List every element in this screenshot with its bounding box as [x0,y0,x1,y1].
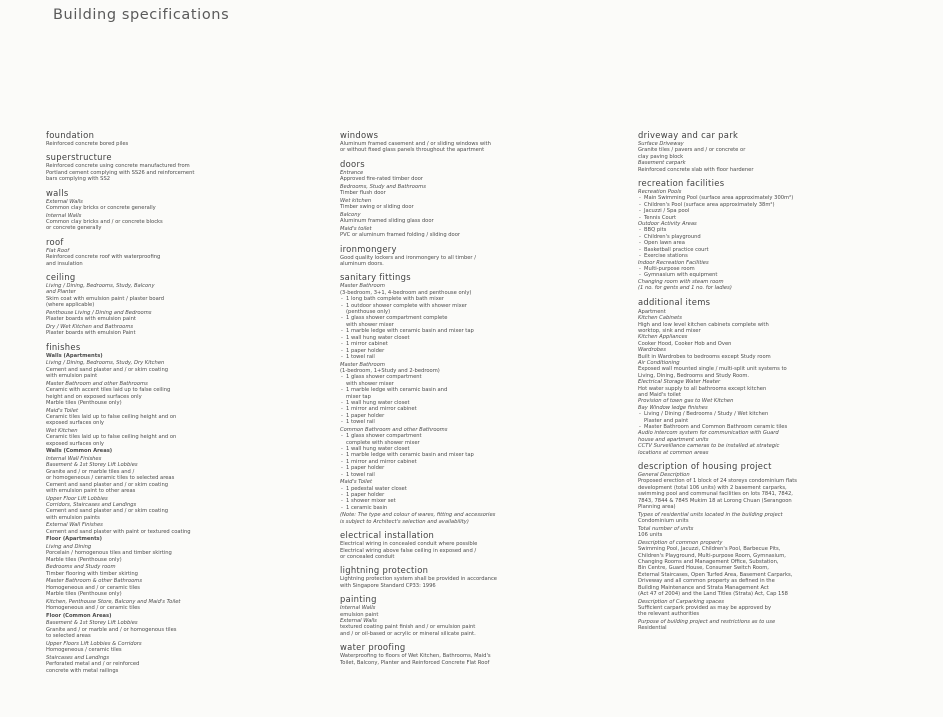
list-item: - Children's playground [638,234,923,240]
list-item: - 1 wall hung water closet [340,446,630,452]
section-electrical-installation [340,530,630,560]
list-item: - 1 glass shower compartment [340,433,630,439]
spec-line: Residential [638,625,667,632]
spec-line: Common clay bricks or concrete generally [46,205,156,212]
spec-line: exposed surfaces only [46,420,104,427]
spec-line: Plaster boards with emulsion paint [46,316,136,323]
spec-line: Approved fire-rated timber door [340,176,423,183]
list-item: - 1 paper holder [340,348,630,354]
spec-line: exposed surfaces only [46,440,104,447]
spec-line: mixer tap [346,393,371,400]
subheading: locations at common areas [638,449,709,456]
list-item: - 1 pedestal water closet [340,486,630,492]
subheading: (Note: The type and colour of wares, fitting and accessories [340,512,496,519]
spec-line: Swimming Pool, Jacuzzi, Children's Pool, Barbecue Pits, [638,546,781,553]
spec-line: Cement and sand plaster and / or skim coating [46,366,169,373]
spec-line: Electrical wiring above false ceiling in exposed and / [340,547,477,554]
subheading: is subject to Architect's selection and availability) [340,518,469,525]
spec-line: Living, Dining, Bedrooms and Study Room. [638,372,750,379]
spec-line: Waterproofing to floors of Wet Kitchen, Bathrooms, Maid's [340,653,491,660]
section-heading: water proofing [340,642,406,653]
subheading: Outdoor Activity Areas [638,221,697,228]
spec-line: High and low level kitchen cabinets complete with [638,321,769,328]
spec-line: bars complying with SS2 [46,176,111,183]
subheading: External Walls [46,198,83,205]
spec-line: Reinforced concrete roof with waterproofing [46,254,161,261]
section-foundation [46,130,326,147]
section-walls [46,188,326,232]
subheading: Wardrobes [638,347,666,354]
spec-line: Planning area) [638,504,676,511]
subheading: Bedrooms and Study room [46,564,116,571]
spec-line: Granite and / or marble tiles and / [46,468,135,475]
list-item: - Master Bathroom and Common Bathroom ceramic tiles [638,424,923,430]
spec-line: Cement and sand plaster with paint or textured coating [46,528,191,535]
list-item: - 1 marble ledge with ceramic basin and [340,387,630,393]
spec-line: Perforated metal and / or reinforced [46,661,140,668]
spec-line: Cement and sand plaster and / or skim coating [46,481,169,488]
spec-line: Built in Wardrobes to bedrooms except Study room [638,353,771,360]
list-item: - 1 towel rail [340,354,630,360]
spec-line: (1-bedroom, 1+Study and 2-bedroom) [340,367,440,374]
spec-line: Hot water supply to all bathrooms except kitchen [638,385,767,392]
subheading: Electrical Storage Water Heater [638,379,721,386]
spec-line: External Staircases, Open Turfed Area, Basement Carparks, [638,571,793,578]
spec-line: aluminum doors. [340,261,384,268]
spec-line: Cooker Hood, Cooker Hob and Oven [638,340,732,347]
subheading: Master Bathroom [340,283,385,290]
spec-line: worktop, sink and mixer [638,327,701,334]
subheading: Upper Floor Lift Lobbies [46,495,108,502]
section-heading: foundation [46,130,95,140]
spec-line: Building Maintenance and Strata Management Act [638,584,769,591]
spec-line: or homogeneous / ceramic tiles to selected areas [46,475,175,482]
section-heading: ironmongery [340,243,397,254]
section-heading: ceiling [46,272,76,283]
subheading: Provision of town gas to Wet Kitchen [638,398,734,405]
list-item: - Open lawn area [638,240,923,246]
subheading: General Description [638,472,690,479]
subheading: Surface Driveway [638,141,684,147]
subheading: Basement & 1st Storey Lift Lobbies [46,620,138,627]
subheading: Flat Roof [46,247,70,254]
spec-line: Changing Rooms and Management Office, Substation, [638,558,779,565]
list-item: - 1 mirror and mirror cabinet [340,459,630,465]
subheading: External Wall Finishes [46,522,103,529]
spec-line: development (total 106 units) with 2 basement carparks, [638,484,787,491]
spec-line: Common clay bricks and / or concrete blocks [46,219,163,226]
subheading: Living / Dining, Bedrooms, Study, Dry Kitchen [46,360,165,367]
list-item: - 1 marble ledge with ceramic basin and mixer tap [340,328,630,334]
spec-line: to selected areas [46,633,91,640]
spec-line: Aluminum framed sliding glass door [340,218,434,225]
subheading: Kitchen Cabinets [638,315,682,322]
spec-line: textured coating paint finish and / or emulsion paint [340,624,476,631]
subheading: Bedrooms, Study and Bathrooms [340,183,426,190]
subheading: Total number of units [638,525,694,532]
subheading: Internal Walls [340,605,376,612]
subheading: Wet kitchen [340,197,372,204]
section-painting [340,594,630,637]
section-heading: superstructure [46,152,112,163]
spec-line: Exposed wall mounted single / multi-split unit systems to [638,366,787,373]
spec-line: Driveway and all common property as defined in the [638,578,775,585]
subheading: Master Bathroom & other Bathrooms [46,578,143,585]
subheading: Types of residential units located in the building project [638,511,783,518]
spec-line: Condominium units [638,518,689,525]
section-recreation-facilities [638,178,923,292]
list-item: - Multi-purpose room [638,266,923,272]
section-finishes [46,342,326,674]
subheading: Recreation Pools [638,189,682,196]
spec-line: with emulsion paints [46,514,100,521]
spec-line: complete with shower mixer [346,439,420,446]
list-item: - BBQ pits [638,227,923,233]
spec-line: Good quality lockers and ironmongery to all timber / [340,254,476,261]
section-heading: roof [46,236,64,247]
subheading: Living and Dining [46,543,92,550]
spec-line: Portland cement complying with SS26 and reinforcement [46,169,195,176]
group-label: Walls (Common Areas) [46,448,113,455]
list-item: - 1 paper holder [340,492,630,498]
list-item: - 1 glass shower compartment [340,374,630,380]
spec-line: with shower mixer [346,321,394,328]
list-item: - 1 paper holder [340,465,630,471]
spec-line: Granite tiles / pavers and / or concrete or [638,147,746,154]
spec-line: Children's Playground, Multi-purpose Room, Gymnasium, [638,552,786,559]
subheading: (1 no. for gents and 1 no. for ladies) [638,285,732,292]
list-item: - Children's Pool (surface area approximately 38m²) [638,202,923,208]
spec-line: Timber swing or sliding door [340,204,414,211]
spec-line: 106 units [638,532,663,539]
list-item: - Main Swimming Pool (surface area approximately 300m²) [638,195,923,201]
spec-line: (3-bedroom, 3+1, 4-bedroom and penthouse only) [340,289,472,296]
section-heading: driveway and car park [638,130,739,140]
group-label: Walls (Apartments) [46,352,103,359]
subheading: Living / Dining, Bedrooms, Study, Balcony [46,283,155,290]
spec-line: Apartment [638,308,666,315]
spec-line: Homogeneous / ceramic tiles [46,647,122,654]
subheading: Basement carpark [638,160,686,167]
list-item: - Basketball practice court [638,247,923,253]
section-heading: doors [340,158,365,169]
list-item: - 1 towel rail [340,419,630,425]
section-heading: description of housing project [638,461,772,472]
subheading: Master Bathroom and other Bathrooms [46,380,148,387]
list-item: - 1 wall hung water closet [340,400,630,406]
section-heading: finishes [46,341,81,352]
subheading: house and apartment units [638,436,709,443]
spec-line: Bin Centre, Guard House, Consumer Switch Room, [638,565,769,572]
spec-line: Proposed erection of 1 block of 24 storeys condominium flats [638,478,798,485]
spec-line: Cement and sand plaster and / or skim coating [46,508,169,515]
list-item: - 1 long bath complete with bath mixer [340,296,630,302]
subheading: Maid's Toilet [46,407,78,414]
page-title: Building specifications [53,7,230,23]
spec-line: Reinforced concrete bored piles [46,141,129,147]
spec-line: Timber flush door [340,190,386,197]
section-driveway-and-car-park [638,130,923,173]
list-item: - 1 shower mixer set [340,498,630,504]
subheading: Purpose of building project and restrictions as to use [638,618,776,625]
spec-line: Sufficient carpark provided as may be approved by [638,604,772,611]
subheading: Entrance [340,169,364,176]
section-windows [340,130,630,154]
list-item: - Jacuzzi / Spa pool [638,208,923,214]
subheading: Indoor Recreation Facilities [638,259,709,266]
spec-line: or concealed conduit [340,554,395,561]
spec-column-left [46,130,326,674]
subheading: Kitchen Appliances [638,334,688,341]
list-item: - 1 outdoor shower complete with shower mixer [340,303,630,309]
spec-line: Ceramic with accent tiles laid up to false ceiling [46,387,171,394]
section-heading: sanitary fittings [340,272,411,283]
subheading: and Planter [46,289,76,296]
section-heading: walls [46,187,69,198]
subheading: Maid's toilet [340,225,372,232]
spec-line: Granite and / or marble and / or homogenous tiles [46,626,177,633]
spec-line: and Maid's toilet [638,392,681,398]
section-heading: recreation facilities [638,178,725,189]
section-lightning-protection [340,565,630,589]
list-item: - Living / Dining / Bedrooms / Study / Wet kitchen [638,411,923,417]
subheading: Corridors, Staircases and Landings [46,501,137,508]
spec-line: or without fixed glass panels throughout the apartment [340,147,485,154]
spec-line: Aluminum framed casement and / or sliding windows with [340,141,491,147]
spec-line: Marble tiles (Penthouse only) [46,399,122,406]
subheading: Internal Wall Finishes [46,455,102,462]
section-heading: additional items [638,296,711,307]
section-heading: painting [340,594,377,605]
subheading: Master Bathroom [340,361,385,368]
spec-line: with emulsion paint to other areas [46,487,136,494]
spec-line: with shower mixer [346,380,394,387]
group-label: Floor (Apartments) [46,536,103,543]
subheading: Maid's Toilet [340,479,372,486]
list-item: - 1 glass shower compartment complete [340,315,630,321]
section-ceiling [46,272,326,337]
spec-line: Toilet, Balcony, Planter and Reinforced Concrete Flat Roof [340,659,490,666]
subheading: External Walls [340,618,377,625]
subheading: Audio intercom system for communication with Guard [638,430,779,437]
spec-line: Homogeneous and / or ceramic tiles [46,605,141,612]
subheading: Basement & 1st Storey Lift Lobbies [46,462,138,469]
list-item: - Exercise stations [638,253,923,259]
list-item: - 1 wall hung water closet [340,335,630,341]
spec-line: Marble tiles (Penthouse only) [46,556,122,563]
section-water-proofing [340,642,630,666]
spec-column-middle [340,130,630,666]
spec-line: concrete with metal railings [46,667,119,674]
list-item: - 1 ceramic basin [340,505,630,511]
spec-line: or concrete generally [46,225,102,232]
list-item: - 1 marble ledge with ceramic basin and mixer tap [340,452,630,458]
list-item: - 1 mirror and mirror cabinet [340,406,630,412]
spec-line: Lightning protection system shall be provided in accordance [340,576,497,583]
subheading: Kitchen, Penthouse Store, Balcony and Maid's Toilet [46,598,181,605]
spec-line: (where applicable) [46,302,95,309]
spec-line: with emulsion paint [46,373,98,380]
subheading: Penthouse Living / Dining and Bedrooms [46,309,152,316]
subheading: Wet Kitchen [46,427,78,434]
section-roof [46,237,326,267]
spec-line: Marble tiles (Penthouse only) [46,591,122,598]
spec-line: Homogeneous and / or ceramic tiles [46,584,141,591]
subheading: CCTV Surveillance cameras to be installed at strategic [638,443,780,450]
list-item: - 1 towel rail [340,472,630,478]
subheading: Changing room with steam room [638,278,724,285]
section-sanitary-fittings [340,272,630,525]
section-ironmongery [340,244,630,268]
subheading: Air Conditioning [638,359,680,366]
spec-line: Plaster boards with emulsion Paint [46,330,136,337]
spec-line: emulsion paint [340,611,379,618]
spec-line: (Act 47 of 2004) and the Land Titles (Strata) Act, Cap 158 [638,590,788,597]
list-item: - 1 paper holder [340,413,630,419]
spec-line: (penthouse only) [346,309,391,316]
spec-line: Timber flooring with timber skirting [46,570,138,577]
spec-line: PVC or aluminum framed folding / sliding door [340,232,461,239]
subheading: Bay Window ledge finishes [638,404,708,411]
spec-line: Porcelain / homogenous tiles and timber skirting [46,550,172,557]
group-label: Floor (Common Areas) [46,612,112,619]
list-item: - Tennis Court [638,215,923,221]
spec-line: and / or oil-based or acrylic or mineral silicate paint. [340,630,476,637]
spec-line: clay paving block [638,153,684,160]
spec-line: 7843, 7844 & 7845 Mukim 18 at Lorong Chuan (Serangoon [638,497,792,504]
subheading: Upper Floors Lift Lobbies & Corridors [46,640,142,647]
spec-line: height and on exposed surfaces only [46,393,142,400]
spec-line: Ceramic tiles laid up to false ceiling height and on [46,434,177,441]
section-superstructure [46,152,326,182]
spec-line: swimming pool and communal facilities on lots 7841, 7842, [638,491,793,498]
spec-line: the relevant authorities [638,611,700,618]
subheading: Staircases and Landings [46,654,110,661]
spec-line: Reinforced concrete slab with floor hardener [638,166,754,173]
section-additional-items [638,297,923,457]
spec-column-right [638,130,923,632]
spec-line: with Singapore Standard CP33: 1996 [340,582,436,589]
subheading: Description of common property [638,539,723,546]
section-description-of-housing-project [638,461,923,632]
section-heading: lightning protection [340,565,429,576]
list-item: - Gymnasium with equipment [638,272,923,278]
spec-line: Electrical wiring in concealed conduit where possible [340,541,478,548]
spec-line: Skim coat with emulsion paint / plaster board [46,295,165,302]
list-item: - 1 mirror cabinet [340,341,630,347]
spec-line: and insulation [46,260,83,267]
spec-line: Plaster and paint [644,417,689,424]
subheading: Balcony [340,211,361,218]
section-doors [340,159,630,239]
section-heading: electrical installation [340,530,435,541]
subheading: Description of Carparking spaces [638,598,724,605]
spec-line: Reinforced concrete using concrete manufactured from [46,163,190,170]
subheading: Common Bathroom and other Bathrooms [340,426,448,433]
spec-line: Ceramic tiles laid up to false ceiling height and on [46,413,177,420]
subheading: Dry / Wet Kitchen and Bathrooms [46,323,134,330]
subheading: Internal Walls [46,212,82,219]
section-heading: windows [340,130,379,140]
